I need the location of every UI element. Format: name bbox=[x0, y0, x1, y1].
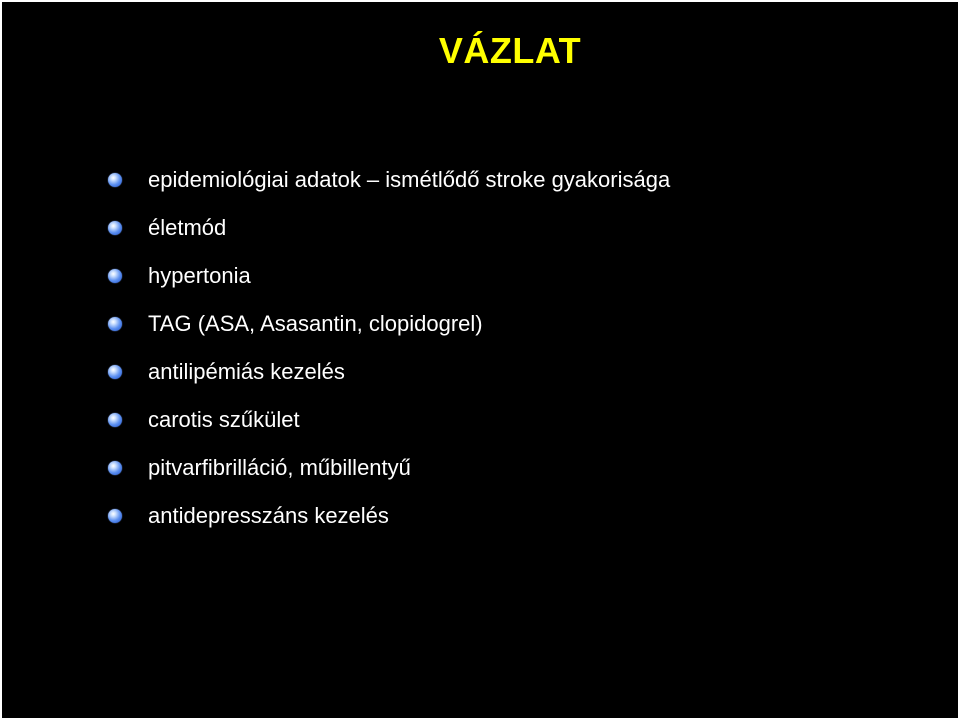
slide-title: VÁZLAT bbox=[438, 30, 582, 71]
list-item-text: TAG (ASA, Asasantin, clopidogrel) bbox=[148, 311, 483, 336]
bullet-icon bbox=[108, 173, 122, 187]
list-item bbox=[108, 444, 670, 492]
bullet-icon bbox=[108, 509, 122, 523]
list-item-text: antilipémiás kezelés bbox=[148, 359, 345, 384]
bullet-icon bbox=[108, 365, 122, 379]
bullet-icon bbox=[108, 221, 122, 235]
list-item-text: életmód bbox=[148, 215, 227, 240]
bullet-list bbox=[108, 156, 670, 540]
list-item-text: antidepresszáns kezelés bbox=[148, 503, 389, 528]
list-item-text: pitvarfibrilláció, műbillentyű bbox=[148, 455, 411, 480]
bullet-icon bbox=[108, 269, 122, 283]
list-item-text: epidemiológiai adatok – ismétlődő stroke gyakorisága bbox=[148, 167, 671, 192]
bullet-icon bbox=[108, 317, 122, 331]
list-item bbox=[108, 348, 670, 396]
slide bbox=[2, 2, 958, 718]
list-item bbox=[108, 300, 670, 348]
list-item bbox=[108, 204, 670, 252]
list-item-text: carotis szűkület bbox=[148, 407, 300, 432]
list-item bbox=[108, 396, 670, 444]
list-item-text: hypertonia bbox=[148, 263, 251, 288]
list-item bbox=[108, 156, 670, 204]
list-item bbox=[108, 252, 670, 300]
bullet-icon bbox=[108, 461, 122, 475]
list-item bbox=[108, 492, 670, 540]
bullet-icon bbox=[108, 413, 122, 427]
